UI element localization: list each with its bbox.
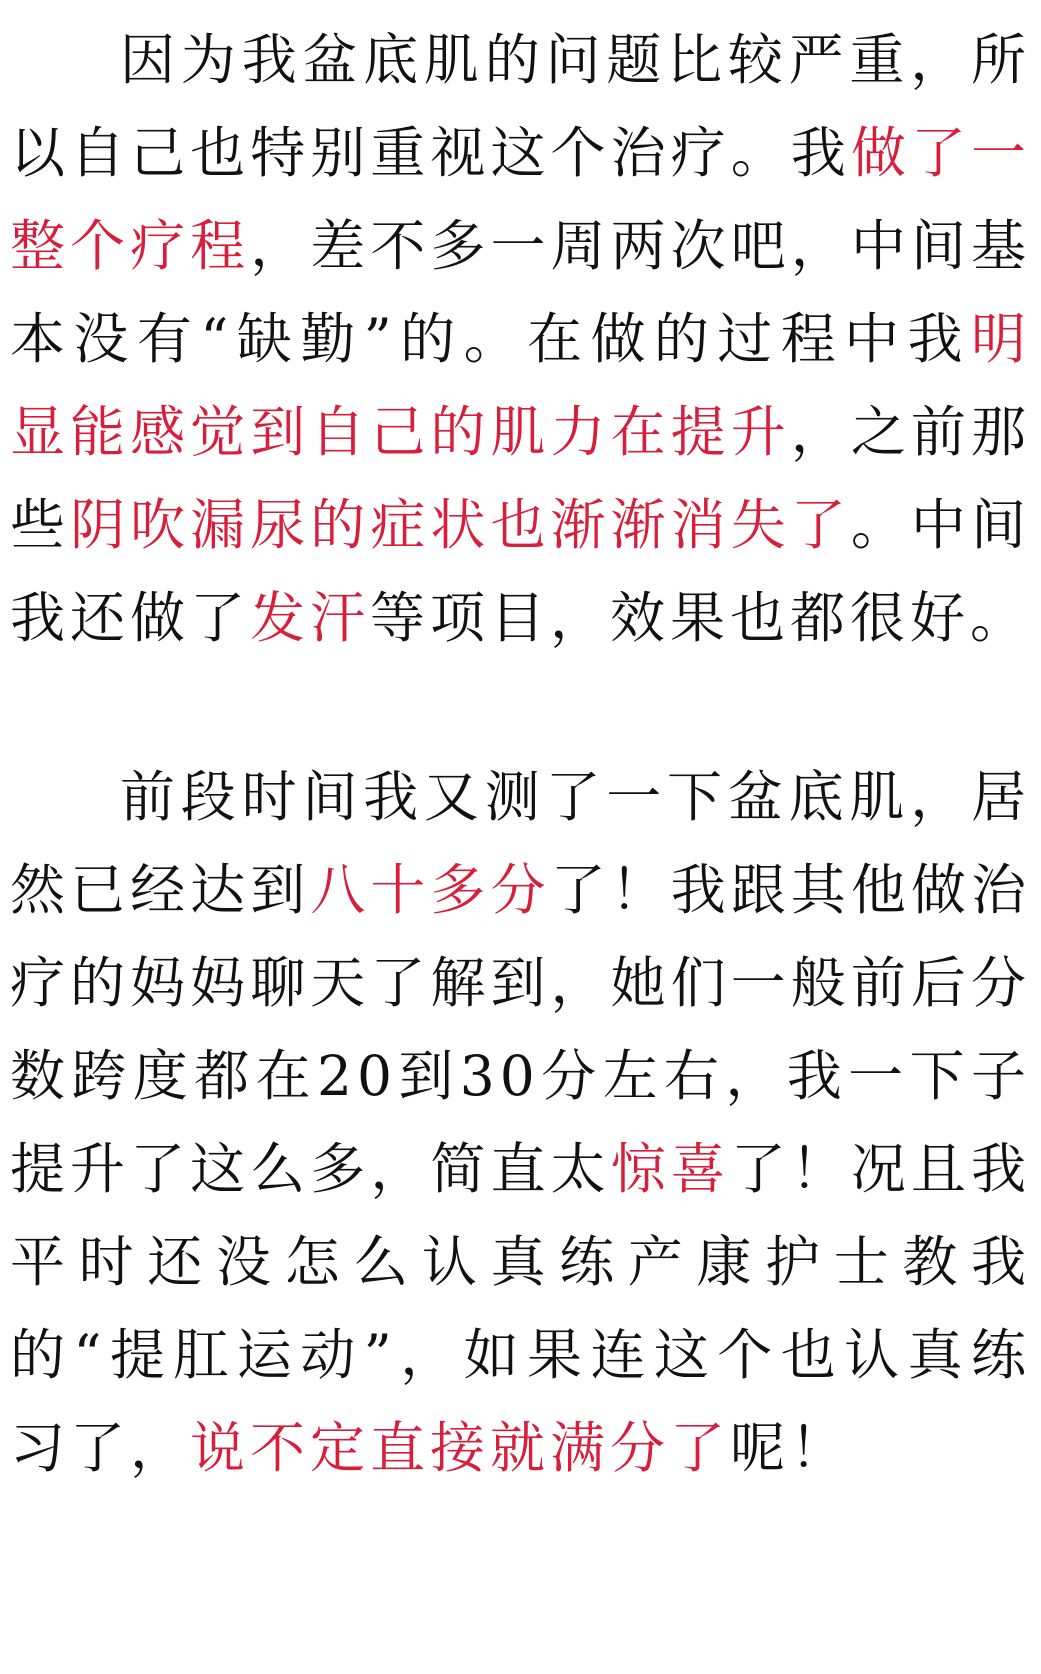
text-segment: 呢！ [730, 1416, 851, 1480]
highlighted-text-segment: 八十多分 [310, 858, 551, 922]
highlighted-text-segment: 做了一整个疗程 [10, 121, 1031, 278]
text-segment: 。中间我还做了 [10, 493, 1031, 650]
text-segment: 等项目，效果也都很好。 [370, 586, 1031, 650]
text-segment: ，之前那些 [10, 400, 1031, 557]
highlighted-text-segment: 发汗 [250, 586, 371, 650]
highlighted-text-segment: 惊喜 [610, 1137, 731, 1201]
paragraph-spacer [10, 665, 1031, 751]
text-segment: 了！我跟其他做治疗的妈妈聊天了解到，她们一般前后分数跨度都在20到30分左右，我一下子提升了这么多，简直太 [10, 858, 1031, 1201]
highlighted-text-segment: 阴吹漏尿的症状也渐渐消失了 [70, 493, 851, 557]
paragraph-treatment-experience [10, 14, 1031, 665]
text-segment: 了！况且我平时还没怎么认真练产康护士教我的“提肛运动”，如果连这个也认真练习了， [10, 1137, 1031, 1480]
highlighted-text-segment: 说不定直接就满分了 [190, 1416, 731, 1480]
highlighted-text-segment: 明显能感觉到自己的肌力在提升 [10, 307, 1031, 464]
paragraph-test-result [10, 751, 1031, 1495]
text-segment: 前段时间我又测了一下盆底肌，居然已经达到 [10, 765, 1031, 922]
text-segment: 因为我盆底肌的问题比较严重，所以自己也特别重视这个治疗。我 [10, 28, 1031, 185]
text-segment: ，差不多一周两次吧，中间基本没有“缺勤”的。在做的过程中我 [10, 214, 1031, 371]
